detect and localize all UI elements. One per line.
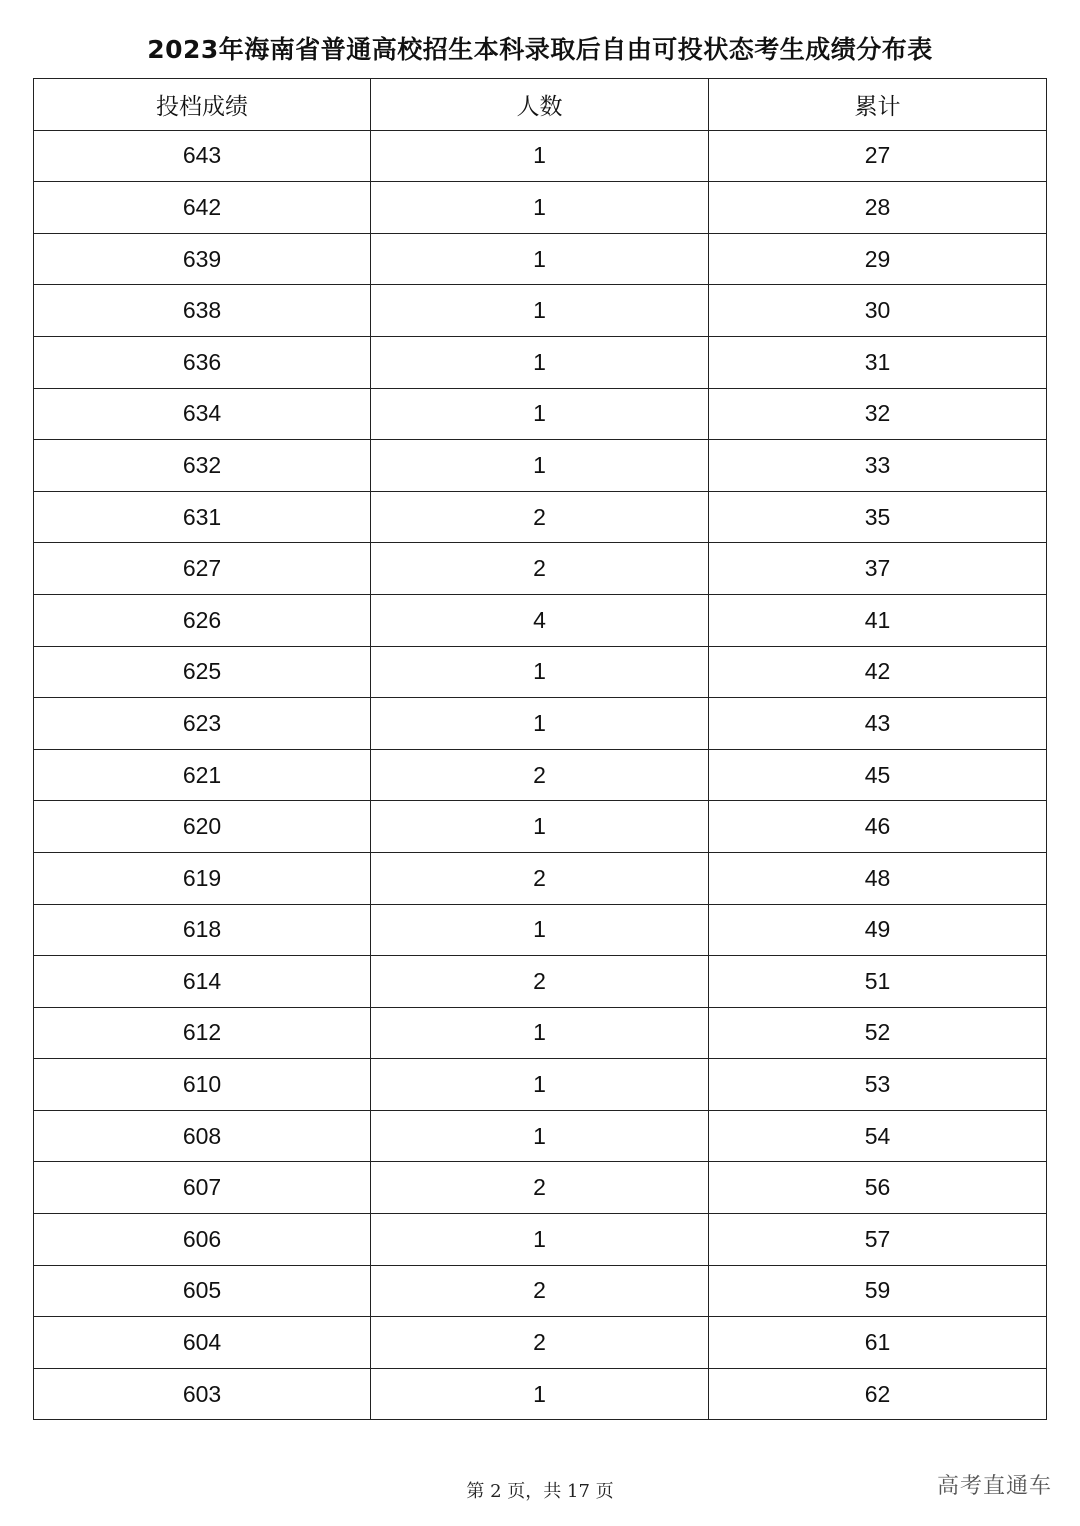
table-row [34,440,1047,492]
cell-cumulative: 42 [709,646,1047,698]
cell-count: 2 [371,852,709,904]
cell-cumulative: 56 [709,1162,1047,1214]
cell-count: 1 [371,646,709,698]
cell-count: 1 [371,1059,709,1111]
cell-count: 1 [371,698,709,750]
table-row [34,801,1047,853]
cell-score: 619 [34,852,371,904]
table-row [34,543,1047,595]
cell-cumulative: 54 [709,1110,1047,1162]
table-row [34,182,1047,234]
table-body [34,130,1047,1420]
cell-score: 625 [34,646,371,698]
cell-score: 612 [34,1007,371,1059]
cell-cumulative: 52 [709,1007,1047,1059]
cell-score: 618 [34,904,371,956]
cell-count: 2 [371,491,709,543]
document-title: 2023年海南省普通高校招生本科录取后自由可投状态考生成绩分布表 [147,35,933,64]
cell-count: 2 [371,543,709,595]
table-row [34,388,1047,440]
cell-score: 603 [34,1368,371,1420]
table-row [34,1265,1047,1317]
table-row [34,956,1047,1008]
header-cumulative: 累计 [709,79,1047,131]
cell-count: 1 [371,388,709,440]
cell-count: 1 [371,1007,709,1059]
cell-count: 2 [371,1317,709,1369]
cell-score: 606 [34,1214,371,1266]
cell-cumulative: 30 [709,285,1047,337]
cell-cumulative: 48 [709,852,1047,904]
table-row [34,285,1047,337]
cell-score: 604 [34,1317,371,1369]
table-row [34,1059,1047,1111]
cell-count: 1 [371,801,709,853]
table-row [34,1317,1047,1369]
table-row [34,1007,1047,1059]
cell-cumulative: 57 [709,1214,1047,1266]
cell-score: 632 [34,440,371,492]
cell-score: 643 [34,130,371,182]
cell-count: 1 [371,904,709,956]
cell-cumulative: 28 [709,182,1047,234]
cell-score: 608 [34,1110,371,1162]
cell-score: 623 [34,698,371,750]
table-row [34,491,1047,543]
cell-cumulative: 53 [709,1059,1047,1111]
cell-score: 610 [34,1059,371,1111]
table-row [34,594,1047,646]
cell-score: 614 [34,956,371,1008]
cell-cumulative: 41 [709,594,1047,646]
table-row [34,749,1047,801]
table-row [34,1368,1047,1420]
cell-score: 636 [34,336,371,388]
cell-cumulative: 37 [709,543,1047,595]
cell-count: 1 [371,336,709,388]
header-score: 投档成绩 [34,79,371,131]
cell-count: 1 [371,1214,709,1266]
cell-cumulative: 51 [709,956,1047,1008]
table-row [34,233,1047,285]
table-row [34,646,1047,698]
cell-score: 631 [34,491,371,543]
cell-cumulative: 62 [709,1368,1047,1420]
cell-score: 638 [34,285,371,337]
cell-count: 4 [371,594,709,646]
table-row [34,130,1047,182]
cell-cumulative: 43 [709,698,1047,750]
header-count: 人数 [371,79,709,131]
cell-count: 1 [371,233,709,285]
table-row [34,698,1047,750]
cell-cumulative: 49 [709,904,1047,956]
table-row [34,1214,1047,1266]
cell-score: 607 [34,1162,371,1214]
cell-count: 2 [371,1265,709,1317]
cell-score: 634 [34,388,371,440]
cell-cumulative: 29 [709,233,1047,285]
cell-count: 1 [371,130,709,182]
table-row [34,904,1047,956]
cell-score: 621 [34,749,371,801]
cell-cumulative: 27 [709,130,1047,182]
cell-score: 627 [34,543,371,595]
cell-cumulative: 31 [709,336,1047,388]
cell-score: 620 [34,801,371,853]
table-row [34,1110,1047,1162]
page-number: 第 2 页，共 17 页 [466,1481,614,1502]
cell-count: 1 [371,1110,709,1162]
cell-count: 2 [371,749,709,801]
cell-count: 1 [371,1368,709,1420]
cell-cumulative: 59 [709,1265,1047,1317]
cell-count: 2 [371,1162,709,1214]
cell-count: 2 [371,956,709,1008]
cell-cumulative: 61 [709,1317,1047,1369]
cell-score: 626 [34,594,371,646]
cell-score: 639 [34,233,371,285]
cell-score: 605 [34,1265,371,1317]
table-row [34,852,1047,904]
cell-score: 642 [34,182,371,234]
cell-count: 1 [371,440,709,492]
watermark: 高考直通车 [936,1474,1052,1499]
cell-count: 1 [371,182,709,234]
cell-cumulative: 45 [709,749,1047,801]
cell-cumulative: 35 [709,491,1047,543]
score-distribution-table [33,78,1047,1420]
cell-cumulative: 32 [709,388,1047,440]
cell-cumulative: 46 [709,801,1047,853]
table-row [34,1162,1047,1214]
cell-cumulative: 33 [709,440,1047,492]
table-row [34,336,1047,388]
table-header-row [34,79,1047,131]
cell-count: 1 [371,285,709,337]
